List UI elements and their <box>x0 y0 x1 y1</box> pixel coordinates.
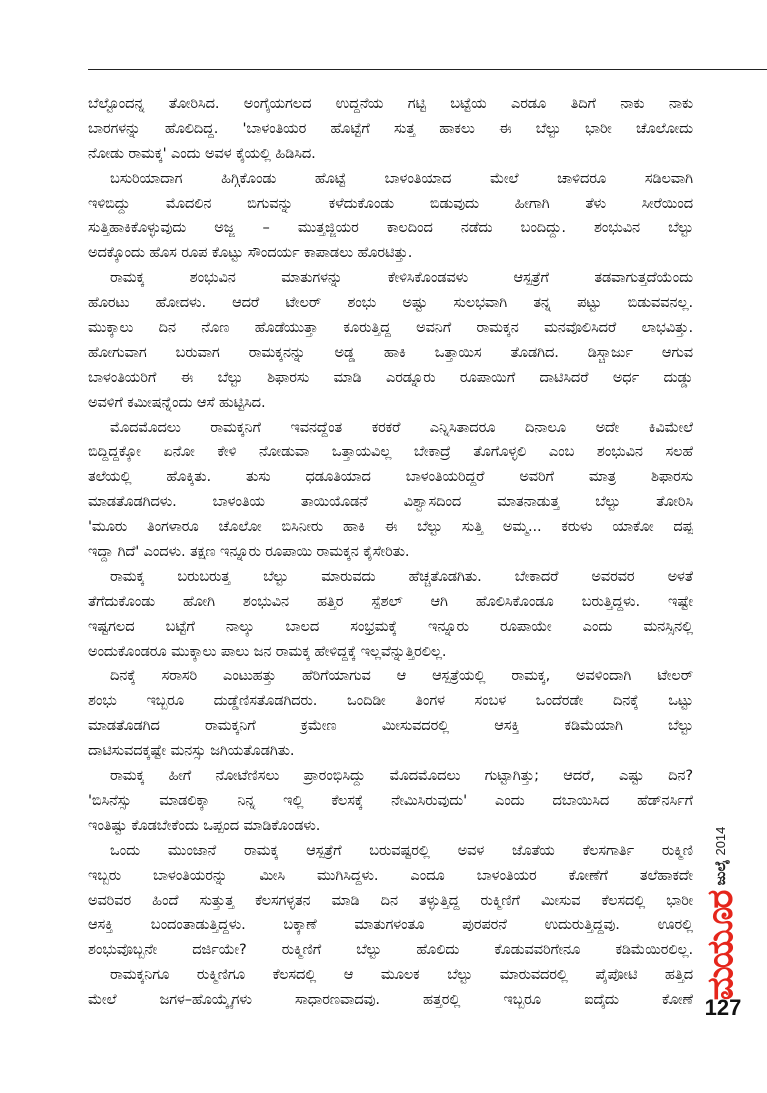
magazine-logo <box>700 891 742 1001</box>
text-line: ತೆಗೆದುಕೊಂಡು ಹೋಗಿ ಶಂಭುವಿನ ಹತ್ತಿರ ಸ್ಪೆಶಲ್ ಆಗಿ ಹೊಲಿಸಿಕೊಂಡೂ ಬರುತ್ತಿದ್ದಳು. ಇಷ್ಟೇ <box>88 592 693 610</box>
text-line: ಅವರಿವರ ಹಿಂದೆ ಸುತ್ತುತ್ತ ಕೆಲಸಗಳ್ಳತನ ಮಾಡಿ ದಿನ ತಳ್ಳುತ್ತಿದ್ದ ರುಕ್ಮಿಣಿಗೆ ಮೀಸುವ ಕೆಲಸದಲ್ಲಿ ಭಾರೀ <box>88 891 693 909</box>
top-rule <box>88 69 767 70</box>
page-number: 127 <box>704 995 742 1020</box>
article-body <box>88 92 693 1013</box>
text-line: ಶಂಭುವೊಬ್ಬನೇ ದರ್ಜಿಯೇ? ರುಕ್ಮಿಣಿಗೆ ಬೆಲ್ಟು ಹೊಲಿದು ಕೊಡುವವರಿಗೇನೂ ಕಡಿಮೆಯಿರಲಿಲ್ಲ. <box>88 941 693 959</box>
text-line: ಬಸುರಿಯಾದಾಗ ಹಿಗ್ಗಿಕೊಂಡು ಹೊಟ್ಟೆ ಬಾಳಂತಿಯಾದ ಮೇಲೆ ಚಾಳಿದರೂ ಸಡಿಲವಾಗಿ <box>110 169 693 187</box>
text-line: ಒಂದು ಮುಂಜಾನೆ ರಾಮಕ್ಕ ಆಸ್ಪತ್ರೆಗೆ ಬರುವಷ್ಟರಲ್ಲಿ ಅವಳ ಜೊತೆಯ ಕೆಲಸಗಾರ್ತಿ ರುಕ್ಮಿಣಿ <box>110 841 693 859</box>
text-line: ಇದ್ದಾ ಗಿದೆ' ಎಂದಳು. ತಕ್ಷಣ ಇನ್ನೂರು ರೂಪಾಯಿ ರಾಮಕ್ಕನ ಕೈಸೇರಿತು. <box>88 543 410 561</box>
text-line: ಶಂಭು ಇಬ್ಬರೂ ದುಡ್ಡೆಣಿಸತೊಡಗಿದರು. ಒಂದಿಡೀ ತಿಂಗಳ ಸಂಬಳ ಒಂದೆರಡೇ ದಿನಕ್ಕೆ ಒಟ್ಟು <box>88 692 693 710</box>
text-line: ಬಾಳಂತಿಯರಿಗೆ ಈ ಬೆಲ್ಟು ಶಿಫಾರಸು ಮಾಡಿ ಎರಡ್ನೂರು ರೂಪಾಯಿಗೆ ದಾಟಿಸಿದರೆ ಅರ್ಧ ದುಡ್ಡು <box>88 368 693 386</box>
text-line: 'ಬಿಸಿನೆಸ್ಸು ಮಾಡಲಿಕ್ಕಾ ನಿನ್ನ ಇಲ್ಲಿ ಕೆಲಸಕ್ಕೆ ನೇಮಿಸಿರುವುದು' ಎಂದು ದಬಾಯಿಸಿದ ಹೆಡ್‌ನರ್ಸಿಗೆ <box>88 791 693 809</box>
magazine-logo-text: ಮಯೂರ <box>700 891 741 1001</box>
text-line: ಮೊದಮೊದಲು ರಾಮಕ್ಕನಿಗೆ ಇವನದ್ದೆಂತ ಕರಕರೆ ಎನ್ನಿಸಿತಾದರೂ ದಿನಾಲೂ ಅದೇ ಕಿವಿಮೇಲೆ <box>110 418 693 436</box>
text-line: ಸುತ್ತಿಹಾಕಿಕೊಳ್ಳುವುದು ಅಜ್ಜ – ಮುತ್ತಜ್ಜಿಯರ ಕಾಲದಿಂದ ನಡೆದು ಬಂದಿದ್ದು. ಶಂಭುವಿನ ಬೆಲ್ಟು <box>88 219 693 237</box>
text-line: ನೋಡು ರಾಮಕ್ಕ' ಎಂದು ಅವಳ ಕೈಯಲ್ಲಿ ಹಿಡಿಸಿದ. <box>88 144 316 162</box>
text-line: ಆಸಕ್ತಿ ಬಂದಂತಾಡುತ್ತಿದ್ದಳು. ಬಕ್ಕಾಣೆ ಮಾತುಗಳಂತೂ ಪುರಪರನೆ ಉದುರುತ್ತಿದ್ದವು. ಊರಲ್ಲಿ <box>88 916 693 934</box>
text-line: ಮಾಡತೊಡಗಿದಳು. ಬಾಳಂತಿಯ ತಾಯಿಯೊಡನೆ ವಿಶ್ವಾಸದಿಂದ ಮಾತನಾಡುತ್ತ ಬೆಲ್ಟು ತೋರಿಸಿ <box>88 493 693 511</box>
text-line: ಮಾಡತೊಡಗಿದ ರಾಮಕ್ಕನಿಗೆ ಕ್ರಮೇಣ ಮೀಸುವದರಲ್ಲಿ ಆಸಕ್ತಿ ಕಡಿಮೆಯಾಗಿ ಬೆಲ್ಟು <box>88 717 693 735</box>
text-line: ಮೇಲೆ ಜಗಳ–ಹೊಯ್ಕೈಗಳು ಸಾಧಾರಣವಾದವು. ಹತ್ತರಲ್ಲಿ ಇಬ್ಬರೂ ಐದೈದು ಕೋಣೆ <box>88 991 693 1009</box>
text-line: ಮುಕ್ಕಾಲು ದಿನ ನೊಣ ಹೊಡೆಯುತ್ತಾ ಕೂರುತ್ತಿದ್ದ ಅವನಿಗೆ ರಾಮಕ್ಕನ ಮನವೊಲಿಸಿದರೆ ಲಾಭವಿತ್ತು. <box>88 319 693 337</box>
text-line: ಬೆಲ್ಟೊಂದನ್ನ ತೋರಿಸಿದ. ಅಂಗೈಯಗಲದ ಉದ್ದನೆಯ ಗಟ್ಟಿ ಬಟ್ಟೆಯ ಎರಡೂ ತಿದಿಗೆ ನಾಕು ನಾಕು <box>88 95 693 112</box>
text-line: ಅಂದುಕೊಂಡರೂ ಮುಕ್ಕಾಲು ಪಾಲು ಜನ ರಾಮಕ್ಕ ಹೇಳಿದ್ದಕ್ಕೆ ಇಲ್ಲವೆನ್ನುತ್ತಿರಲಿಲ್ಲ. <box>88 642 447 660</box>
text-line: ಇಂತಿಷ್ಟು ಕೊಡಬೇಕೆಂದು ಒಪ್ಪಂದ ಮಾಡಿಕೊಂಡಳು. <box>88 816 321 834</box>
text-line: ರಾಮಕ್ಕ ಶಂಭುವಿನ ಮಾತುಗಳನ್ನು ಕೇಳಿಸಿಕೊಂಡವಳು ಆಸ್ಪತ್ರೆಗೆ ತಡವಾಗುತ್ತದೆಯೆಂದು <box>110 269 693 287</box>
text-line: ಹೊರಟು ಹೋದಳು. ಆದರೆ ಟೇಲರ್ ಶಂಭು ಅಷ್ಟು ಸುಲಭವಾಗಿ ತನ್ನ ಪಟ್ಟು ಬಿಡುವವನಲ್ಲ. <box>88 294 693 312</box>
text-line: ತಲೆಯಲ್ಲಿ ಹೊಕ್ಕಿತು. ತುಸು ಧಡೂತಿಯಾದ ಬಾಳಂತಿಯರಿದ್ದರೆ ಅವರಿಗೆ ಮಾತ್ರ ಶಿಫಾರಸು <box>88 468 693 486</box>
text-line: ರಾಮಕ್ಕ ಬರುಬರುತ್ತ ಬೆಲ್ಟು ಮಾರುವದು ಹೆಚ್ಚತೊಡಗಿತು. ಬೇಕಾದರೆ ಅವರವರ ಅಳತೆ <box>110 567 693 585</box>
issue-year: 2014 <box>713 826 728 856</box>
text-line: ಅವಳಿಗೆ ಕಮೀಷನ್ನೆಂದು ಆಸೆ ಹುಟ್ಟಿಸಿದ. <box>88 393 266 411</box>
text-line: ಇಷ್ಟಗಲದ ಬಟ್ಟೆಗೆ ನಾಲ್ಕು ಬಾಲದ ಸಂಭ್ರಮಕ್ಕೆ ಇನ್ನೂರು ರೂಪಾಯೇ ಎಂದು ಮನಸ್ಸಿನಲ್ಲಿ <box>88 617 693 635</box>
text-line: ರಾಮಕ್ಕ ಹೀಗೆ ನೋಟೆಣಿಸಲು ಪ್ರಾರಂಭಿಸಿದ್ದು ಮೊದಮೊದಲು ಗುಟ್ಟಾಗಿತ್ತು; ಆದರೆ, ಎಷ್ಟು ದಿನ? <box>110 767 693 785</box>
text-line: 'ಮೂರು ತಿಂಗಳಾರೂ ಚೊಲೋ ಬಿಸಿನೀರು ಹಾಕಿ ಈ ಬೆಲ್ಟು ಸುತ್ತಿ ಅಮ್ಮ... ಕರುಳು ಯಾಕೋ ದಪ್ಪ <box>88 518 693 536</box>
issue-date <box>706 808 736 904</box>
text-line: ದಾಟಿಸುವದಕ್ಕಷ್ಟೇ ಮನಸ್ಸು ಜಗಿಯತೊಡಗಿತು. <box>88 742 295 760</box>
issue-month: ಜುಲೈ <box>713 859 729 886</box>
text-line: ಬಾರಗಳನ್ನು ಹೊಲಿದಿದ್ದ. 'ಬಾಳಂತಿಯರ ಹೊಟ್ಟೆಗೆ ಸುತ್ತ ಹಾಕಲು ಈ ಬೆಲ್ಟು ಭಾರೀ ಚೊಲೋದು <box>88 119 693 137</box>
issue-date-text <box>713 827 729 886</box>
text-line: ರಾಮಕ್ಕನಿಗೂ ರುಕ್ಮಿಣಿಗೂ ಕೆಲಸದಲ್ಲಿ ಆ ಮೂಲಕ ಬೆಲ್ಟು ಮಾರುವದರಲ್ಲಿ ಪೈಪೋಟಿ ಹತ್ತಿದ <box>110 966 693 984</box>
text-line: ಹೋಗುವಾಗ ಬರುವಾಗ ರಾಮಕ್ಕನನ್ನು ಅಡ್ಡ ಹಾಕಿ ಒತ್ತಾಯಿಸ ತೊಡಗಿದ. ಡಿಸ್ಚಾರ್ಜು ಆಗುವ <box>88 343 693 361</box>
text-line: ಇಬ್ಬರು ಬಾಳಂತಿಯರನ್ನು ಮೀಸಿ ಮುಗಿಸಿದ್ದಳು. ಎಂದೂ ಬಾಳಂತಿಯರ ಕೋಣೆಗೆ ತಲೆಹಾಕದೇ <box>88 866 693 884</box>
text-line: ಅದಕ್ಕೊಂದು ಹೊಸ ರೂಪ ಕೊಟ್ಟು ಸೌಂದರ್ಯ ಕಾಪಾಡಲು ಹೊರಟಿತ್ತು. <box>88 244 413 262</box>
text-line: ಇಳಿಬಿದ್ದು ಮೊದಲಿನ ಬಿಗುವನ್ನು ಕಳೆದುಕೊಂಡು ಬಿಡುವುದು ಹೀಗಾಗಿ ತೆಳು ಸೀರೆಯಿಂದ <box>88 194 693 212</box>
text-line: ಬಿದ್ದಿದ್ದಕ್ಕೋ ಏನೋ ಕೇಳಿ ನೋಡುವಾ ಒತ್ತಾಯವಿಲ್ಲ ಬೇಕಾದ್ರೆ ತೊಗೊಳ್ಳಲಿ ಎಂಬ ಶಂಭುವಿನ ಸಲಹೆ <box>88 443 693 461</box>
text-line: ದಿನಕ್ಕೆ ಸರಾಸರಿ ಎಂಟುಹತ್ತು ಹೆರಿಗೆಯಾಗುವ ಆ ಆಸ್ಪತ್ರೆಯಲ್ಲಿ ರಾಮಕ್ಕ, ಅವಳಿಂದಾಗಿ ಟೇಲರ್ <box>110 667 693 685</box>
